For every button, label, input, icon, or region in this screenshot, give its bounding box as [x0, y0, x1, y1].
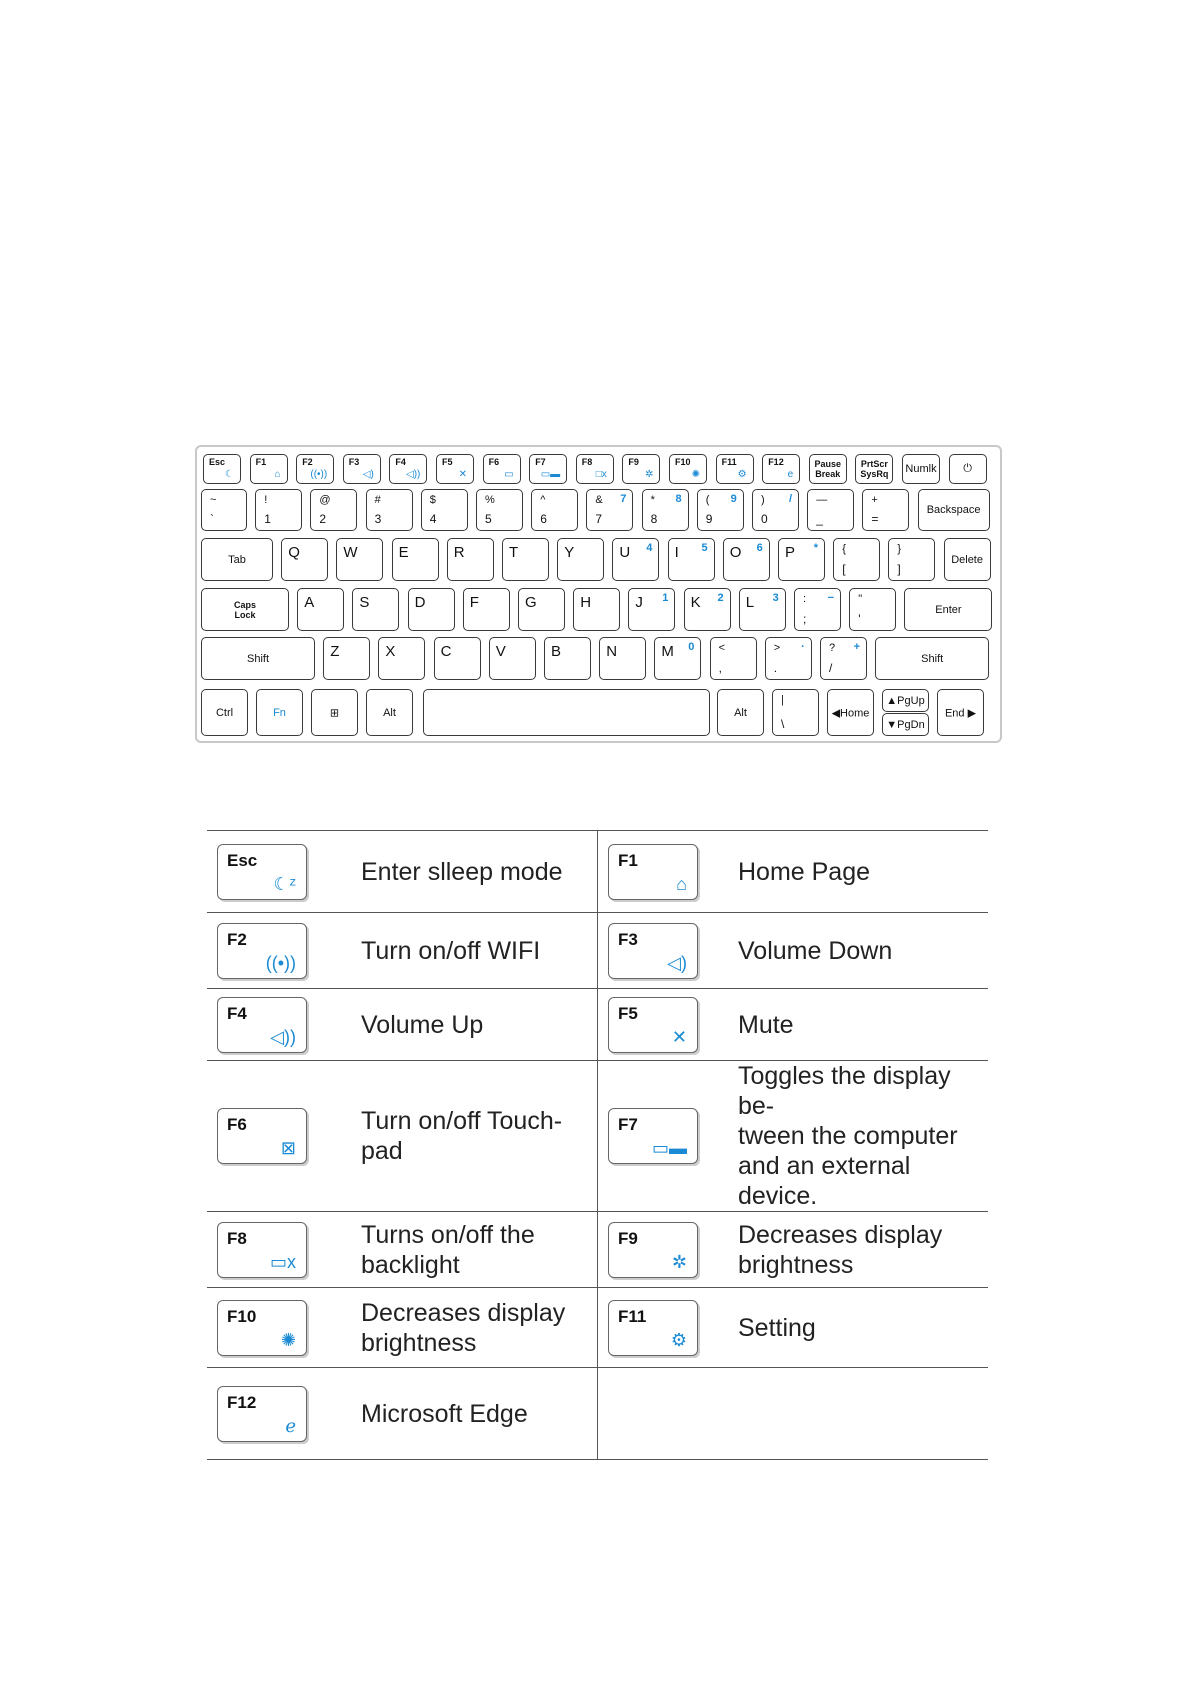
key-key[interactable]: [310, 489, 357, 531]
edge-icon: ℯ: [285, 1415, 296, 1436]
key-m[interactable]: [654, 637, 701, 680]
key-shift-symbol: :: [803, 593, 807, 605]
backlight-icon: ▭x: [269, 1251, 296, 1272]
function-key-f5: [608, 997, 698, 1053]
key-cell: [598, 1288, 733, 1368]
key-base-symbol: 7: [595, 512, 603, 526]
key-letter: G: [525, 594, 537, 611]
brightness-up-icon: ✺: [280, 1329, 296, 1350]
key-label: Caps Lock: [233, 599, 256, 620]
key-cell: [598, 1212, 733, 1288]
key-shift-symbol: @: [319, 494, 331, 506]
key-pause-break[interactable]: [809, 454, 847, 484]
key-f11[interactable]: [716, 454, 754, 484]
function-key-f3: [608, 923, 698, 979]
key-label: Alt: [734, 706, 747, 719]
function-description: [732, 1288, 988, 1368]
key-letter: S: [359, 594, 370, 611]
key-numpad-label: *: [813, 542, 818, 554]
key-g[interactable]: [518, 588, 565, 631]
key-label: F11: [618, 1306, 647, 1326]
key-fn[interactable]: [256, 689, 303, 736]
key-key[interactable]: [201, 489, 247, 531]
key-f8[interactable]: [576, 454, 614, 484]
touchpad-icon: ▭: [504, 469, 514, 480]
function-key-f4: [217, 997, 307, 1053]
key-ctrl[interactable]: [201, 689, 248, 736]
key-shift-symbol: *: [650, 494, 655, 506]
key-numpad-label: 0: [688, 641, 695, 653]
function-description: [732, 1368, 988, 1460]
key-letter: T: [509, 544, 519, 561]
key-f[interactable]: [463, 588, 510, 631]
brightness-down-icon: ✲: [671, 1251, 687, 1272]
key-cell: [207, 913, 341, 989]
key-numpad-label: 6: [756, 542, 763, 554]
key-base-symbol: 5: [485, 512, 492, 526]
key-label: Shift: [246, 652, 269, 665]
function-row: [207, 989, 988, 1061]
key-alt[interactable]: [366, 689, 413, 736]
fkey-label: F1: [255, 457, 267, 467]
key-end[interactable]: [937, 689, 984, 736]
key-letter: K: [690, 594, 701, 611]
fkey-label: F5: [442, 457, 453, 467]
key-shift-symbol: <: [718, 642, 726, 654]
key-label: Numlk: [905, 463, 937, 475]
key-key[interactable]: [421, 489, 468, 531]
fkey-label: F9: [628, 457, 639, 467]
key-numpad-label: 1: [662, 592, 669, 604]
key-j[interactable]: [628, 588, 675, 631]
key-letter: H: [580, 594, 592, 611]
key-numpad-label: 2: [717, 592, 724, 604]
volume-down-icon: ◁): [362, 469, 374, 480]
key-c[interactable]: [434, 637, 481, 680]
key-numpad-label: 7: [620, 493, 627, 505]
key-cell: [598, 989, 733, 1061]
key-cell: [598, 831, 733, 913]
description-text: Decreases display brightness: [361, 1298, 566, 1357]
key-label: ◀Home: [831, 707, 870, 719]
description-text: Microsoft Edge: [361, 1399, 528, 1428]
function-key-f2: [217, 923, 307, 979]
key-q[interactable]: [281, 538, 328, 581]
key-f6[interactable]: [483, 454, 521, 484]
key-key[interactable]: [849, 588, 896, 631]
key-o[interactable]: [723, 538, 770, 581]
key-key[interactable]: [531, 489, 578, 531]
wifi-icon: ((•)): [310, 469, 328, 480]
description-text: Home Page: [738, 857, 871, 886]
function-description: [341, 913, 598, 989]
description-text: Setting: [738, 1313, 816, 1342]
key-shift-symbol: %: [485, 494, 495, 506]
key-letter: N: [606, 643, 618, 660]
fkey-label: F7: [535, 457, 546, 467]
function-key-f8: [217, 1222, 307, 1278]
key-numpad-label: 4: [646, 542, 653, 554]
function-key-table: [207, 830, 988, 1460]
fkey-label: F3: [348, 457, 360, 467]
key-numpad-label: 8: [675, 493, 682, 505]
key-base-symbol: /: [829, 661, 833, 675]
function-key-f6: [217, 1108, 307, 1164]
key-v[interactable]: [489, 637, 536, 680]
key-cell: [207, 989, 341, 1061]
function-key-f10: [217, 1300, 307, 1356]
key-letter: Q: [288, 544, 300, 561]
key-a[interactable]: [297, 588, 344, 631]
key-esc[interactable]: [203, 454, 241, 484]
key-label: End ▶: [944, 707, 977, 719]
key-letter: X: [385, 643, 396, 660]
description-text: Turn on/off Touch- pad: [361, 1107, 563, 1165]
key-w[interactable]: [336, 538, 383, 581]
key-letter: J: [635, 594, 643, 611]
function-key-esc: [217, 844, 307, 900]
keyboard-diagram: [195, 445, 1002, 743]
brightness-down-icon: ✲: [645, 469, 654, 480]
function-key-f7: [608, 1108, 698, 1164]
function-row: [207, 1368, 988, 1460]
function-description: [341, 1288, 598, 1368]
sleep-icon: ☾ᶻ: [273, 873, 296, 894]
key-f9[interactable]: [622, 454, 660, 484]
description-text: Toggles the display be- tween the computer and an external device.: [738, 1062, 958, 1210]
key-label: Pause Break: [814, 459, 842, 479]
key-d[interactable]: [408, 588, 455, 631]
key-p[interactable]: [778, 538, 825, 581]
key-shift-symbol: >: [773, 642, 781, 654]
function-description: [341, 831, 598, 913]
function-description: [732, 1061, 988, 1212]
key-key[interactable]: [862, 489, 909, 531]
key-letter: U: [619, 544, 631, 561]
key-t[interactable]: [502, 538, 549, 581]
description-text: Volume Up: [361, 1010, 484, 1039]
key-base-symbol: =: [871, 512, 879, 526]
fkey-label: Esc: [209, 457, 226, 467]
key-label: Delete: [951, 553, 983, 566]
key-base-symbol: ]: [897, 562, 901, 576]
key-letter: M: [661, 643, 674, 660]
key-letter: E: [398, 544, 409, 561]
key-base-symbol: \: [781, 717, 785, 731]
key-label: F2: [227, 929, 247, 949]
key-shift-symbol: +: [871, 494, 878, 506]
fkey-label: F4: [395, 457, 406, 467]
function-row: [207, 1061, 988, 1212]
key-letter: C: [440, 643, 452, 660]
function-description: [341, 1212, 598, 1288]
key-cell: [207, 1288, 341, 1368]
key-numpad-label: ·: [801, 641, 805, 653]
key-label: F12: [227, 1392, 257, 1412]
key-label: ⊞: [329, 707, 340, 719]
key-base-symbol: ;: [803, 612, 807, 626]
key-letter: F: [469, 594, 479, 611]
key-shift-symbol: {: [842, 543, 846, 555]
fkey-label: F11: [721, 457, 737, 467]
function-description: [341, 1061, 598, 1212]
key-e[interactable]: [392, 538, 439, 581]
sleep-icon: ☾: [225, 469, 234, 480]
key-key[interactable]: [366, 489, 413, 531]
key-key[interactable]: [820, 637, 867, 680]
key-z[interactable]: [323, 637, 370, 680]
key-base-symbol: ,: [718, 661, 722, 675]
key-letter: V: [495, 643, 506, 660]
key-cell: [207, 1212, 341, 1288]
function-row: [207, 831, 988, 913]
key-caps-lock[interactable]: [201, 588, 289, 631]
key-label: Shift: [921, 652, 944, 665]
key-backspace[interactable]: [918, 489, 990, 531]
description-text: Mute: [738, 1010, 794, 1039]
key-label: Esc: [227, 850, 258, 870]
key-label: F4: [227, 1003, 247, 1023]
key-h[interactable]: [573, 588, 620, 631]
key-letter: D: [414, 594, 426, 611]
key-key[interactable]: [888, 538, 935, 581]
volume-up-icon: ◁)): [406, 469, 421, 480]
key-numlk[interactable]: [902, 454, 940, 484]
key-shift-symbol: !: [264, 494, 268, 506]
key-letter: W: [343, 544, 358, 561]
key-cell: [207, 1061, 341, 1212]
key-key[interactable]: [949, 454, 987, 484]
key-numpad-label: +: [853, 641, 860, 653]
key-cell: [598, 1368, 733, 1460]
fkey-label: F8: [581, 457, 593, 467]
key-f3[interactable]: [343, 454, 381, 484]
wifi-icon: ((•)): [265, 952, 296, 973]
key-f10[interactable]: [669, 454, 707, 484]
key-shift-symbol: ): [761, 494, 765, 506]
description-text: Volume Down: [738, 936, 893, 965]
key-base-symbol: ': [858, 612, 861, 626]
key-numpad-label: 9: [730, 493, 737, 505]
key-base-symbol: 4: [429, 512, 437, 526]
display-icon: ▭▬: [540, 469, 561, 480]
key-pgup[interactable]: [882, 689, 929, 712]
key-base-symbol: 2: [319, 512, 327, 526]
key-shift-symbol: ": [858, 593, 863, 605]
key-base-symbol: 3: [374, 512, 382, 526]
mute-icon: ✕: [671, 1026, 687, 1047]
key-letter: O: [729, 544, 742, 561]
key-shift-symbol: |: [781, 694, 784, 706]
gear-icon: ⚙: [670, 1329, 687, 1350]
key-s[interactable]: [352, 588, 399, 631]
key-shift-symbol: (: [705, 494, 710, 506]
key-label: F1: [618, 850, 638, 870]
key-letter: I: [674, 544, 679, 561]
key-cell: [207, 831, 341, 913]
key-label: Alt: [383, 706, 396, 719]
key-key[interactable]: [833, 538, 880, 581]
key-numpad-label: /: [788, 493, 792, 505]
key-key[interactable]: [752, 489, 799, 531]
mute-icon: ✕: [458, 469, 467, 480]
key-f7[interactable]: [529, 454, 567, 484]
key-key[interactable]: [423, 689, 710, 736]
key-f4[interactable]: [389, 454, 427, 484]
key-pgdn[interactable]: [882, 713, 929, 736]
key-key[interactable]: [642, 489, 689, 531]
key-base-symbol: 1: [264, 512, 271, 526]
key-f5[interactable]: [436, 454, 474, 484]
key-label: F6: [227, 1115, 247, 1134]
key-cell: [598, 1061, 733, 1212]
fkey-label: F6: [488, 457, 500, 467]
key-i[interactable]: [668, 538, 715, 581]
description-text: Turn on/off WIFI: [361, 936, 541, 965]
fkey-label: F10: [675, 457, 691, 467]
key-label: F9: [618, 1228, 638, 1248]
key-label: PrtScr SysRq: [860, 459, 889, 479]
touchpad-icon: ⊠: [280, 1138, 296, 1158]
key-label: F5: [618, 1003, 638, 1023]
function-row: [207, 913, 988, 989]
key-b[interactable]: [544, 637, 591, 680]
brightness-up-icon: ✺: [691, 469, 700, 480]
key-shift-symbol: &: [595, 494, 603, 506]
function-key-f12: [217, 1386, 307, 1442]
key-delete[interactable]: [944, 538, 991, 581]
backlight-icon: □x: [595, 469, 607, 480]
key-key[interactable]: [772, 689, 819, 736]
function-row: [207, 1288, 988, 1368]
key-shift-symbol: —: [816, 494, 828, 506]
key-base-symbol: 8: [650, 512, 658, 526]
function-description: [341, 989, 598, 1061]
key-u[interactable]: [612, 538, 659, 581]
key-base-symbol: 0: [761, 512, 768, 526]
key-label: ▲PgUp: [886, 694, 925, 707]
key-base-symbol: `: [210, 512, 214, 526]
key-label: F10: [227, 1306, 257, 1326]
key-letter: R: [453, 544, 465, 561]
key-tab[interactable]: [201, 538, 273, 581]
key-numpad-label: −: [827, 592, 834, 604]
function-key-f9: [608, 1222, 698, 1278]
key-letter: P: [785, 544, 796, 561]
fkey-label: F12: [768, 457, 784, 467]
key-key[interactable]: [255, 489, 302, 531]
key-label: ▼PgDn: [886, 718, 925, 731]
gear-icon: ⚙: [737, 469, 747, 480]
key-shift-symbol: ~: [210, 494, 217, 506]
key-n[interactable]: [599, 637, 646, 680]
display-icon: ▭▬: [651, 1138, 687, 1158]
key-x[interactable]: [378, 637, 425, 680]
key-key[interactable]: [765, 637, 812, 680]
key-label: Enter: [935, 603, 962, 616]
key-label: ⏻: [963, 462, 972, 475]
function-description: [732, 989, 988, 1061]
description-text: Decreases display brightness: [738, 1220, 943, 1279]
key-base-symbol: _: [816, 512, 823, 526]
key-base-symbol: 9: [705, 512, 713, 526]
key-f2[interactable]: [296, 454, 334, 484]
function-description: [732, 831, 988, 913]
key-base-symbol: .: [773, 661, 778, 675]
function-description: [732, 1212, 988, 1288]
fkey-label: F2: [302, 457, 313, 467]
function-description: [341, 1368, 598, 1460]
key-shift-symbol: }: [897, 543, 902, 555]
volume-up-icon: ◁)): [270, 1026, 296, 1047]
description-text: Enter slleep mode: [361, 857, 563, 886]
key-base-symbol: 6: [540, 512, 547, 526]
function-description: [732, 913, 988, 989]
key-letter: Z: [330, 643, 340, 660]
key-base-symbol: [: [842, 562, 846, 576]
home-icon: ⌂: [676, 873, 687, 894]
key-numpad-label: 3: [772, 592, 779, 604]
key-shift[interactable]: [875, 637, 989, 680]
key-shift[interactable]: [201, 637, 315, 680]
key-key[interactable]: [807, 489, 854, 531]
key-label: Backspace: [926, 504, 981, 516]
key-letter: A: [304, 594, 315, 611]
key-label: F7: [618, 1115, 638, 1134]
key-key[interactable]: [586, 489, 633, 531]
function-key-f1: [608, 844, 698, 900]
key-label: F3: [618, 929, 638, 949]
volume-down-icon: ◁): [667, 952, 687, 973]
key-letter: Y: [564, 544, 575, 561]
key-letter: B: [551, 643, 562, 660]
key-f12[interactable]: [762, 454, 800, 484]
key-f1[interactable]: [250, 454, 288, 484]
key-k[interactable]: [684, 588, 731, 631]
key-shift-symbol: ?: [829, 642, 836, 654]
key-key[interactable]: [710, 637, 757, 680]
key-alt[interactable]: [717, 689, 764, 736]
edge-icon: e: [787, 469, 794, 480]
key-key[interactable]: [697, 489, 744, 531]
key-shift-symbol: $: [429, 494, 436, 506]
key-enter[interactable]: [904, 588, 992, 631]
key-home[interactable]: [827, 689, 874, 736]
key-letter: L: [745, 594, 755, 611]
key-label: Fn: [273, 706, 286, 719]
key-r[interactable]: [447, 538, 494, 581]
key-key[interactable]: [311, 689, 358, 736]
key-cell: [207, 1368, 341, 1460]
description-text: Turns on/off the backlight: [361, 1220, 535, 1279]
key-key[interactable]: [476, 489, 523, 531]
key-numpad-label: 5: [701, 542, 708, 554]
key-shift-symbol: #: [374, 494, 381, 506]
key-l[interactable]: [739, 588, 786, 631]
key-shift-symbol: ^: [540, 494, 546, 506]
function-row: [207, 1212, 988, 1288]
key-prtscr-sysrq[interactable]: [855, 454, 893, 484]
key-key[interactable]: [794, 588, 841, 631]
key-cell: [598, 913, 733, 989]
home-icon: ⌂: [274, 469, 281, 480]
key-label: F8: [227, 1228, 247, 1248]
key-label: Tab: [228, 553, 246, 566]
key-label: Ctrl: [215, 706, 234, 719]
function-key-f11: [608, 1300, 698, 1356]
key-y[interactable]: [557, 538, 604, 581]
